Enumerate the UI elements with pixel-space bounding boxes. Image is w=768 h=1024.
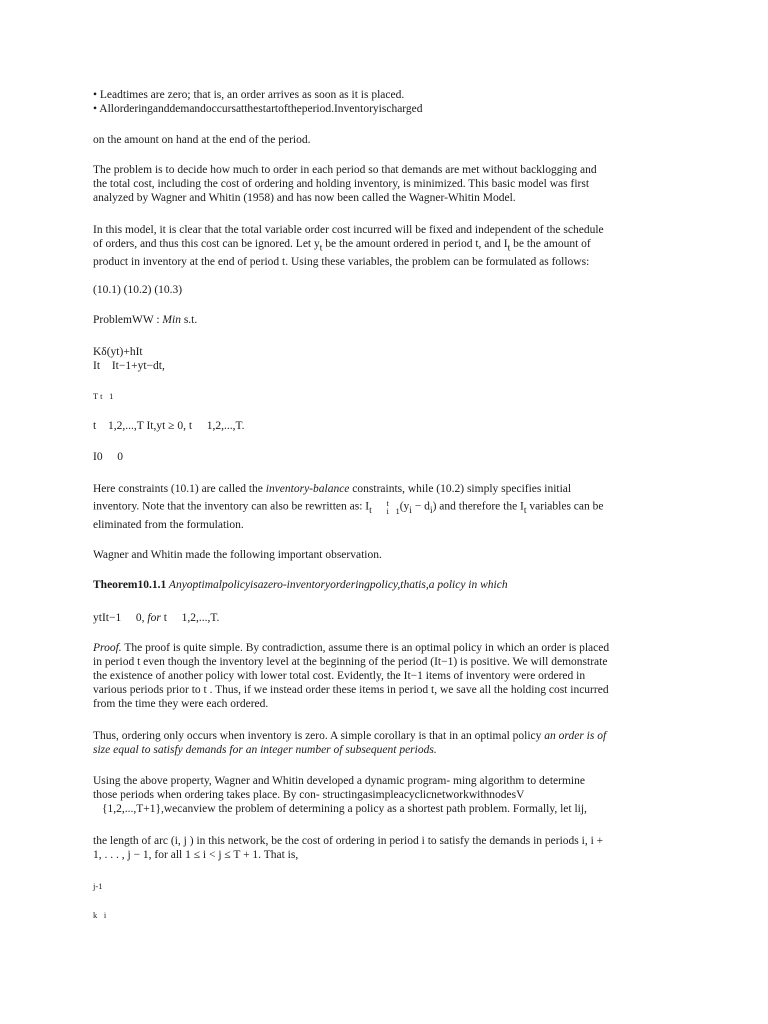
formula-objective: Kδ(yt)+hIt (93, 346, 143, 358)
sum-upper-limit: j-1 (93, 881, 103, 891)
text-run: − d (411, 500, 430, 513)
text-run: inventory-balance (265, 483, 350, 495)
paragraph-using (93, 774, 678, 816)
paragraph-proof (93, 641, 678, 711)
bullet-leadtimes: • Leadtimes are zero; that is, an order arrives as soon as it is placed. (93, 89, 405, 101)
text-run: constraints, while (10.2) simply specifies initial (349, 483, 572, 495)
subscript: t (369, 505, 372, 516)
text-run: of orders, and thus this cost can be ignored. Let y (93, 238, 320, 250)
problem-ww-label (93, 313, 678, 327)
text-run: variables can be (526, 500, 604, 513)
paragraph-line: product in inventory at the end of period t. Using these variables, the problem can be formulated as follows: (93, 256, 590, 269)
paragraph-line: size equal to satisfy demands for an integer number of subsequent periods. (93, 744, 437, 756)
paragraph-line (93, 729, 678, 743)
text-run: ProblemWW : (93, 314, 163, 326)
paragraph-amount: on the amount on hand at the end of the period. (93, 134, 311, 146)
paragraph-line: the existence of another policy with lower total cost. Evidently, the It−1 items of inventory were ordered in (93, 670, 586, 682)
text-run: an order is of (544, 730, 607, 742)
text-run: for (144, 612, 161, 624)
paragraph-line (93, 482, 678, 496)
formula-initial: I0   0 (93, 451, 124, 463)
assumption-bullets (93, 88, 678, 116)
paragraph-line (93, 237, 678, 255)
paragraph-line (93, 499, 678, 518)
formula-balance: It  It−1+yt−dt, (93, 360, 165, 372)
text-run: t   1,2,...,T. (160, 612, 220, 624)
paragraph-line: 1, . . . , j − 1, for all 1 ≤ i < j ≤ T + 1. That is, (93, 849, 299, 861)
paragraph-line: from the time they were each ordered. (93, 698, 269, 710)
paragraph-line: The problem is to decide how much to order in each period so that demands are met without backlogging and (93, 164, 597, 176)
paragraph-line: analyzed by Wagner and Whitin (1958) and has now been called the Wagner-Whitin Model. (93, 192, 516, 204)
paragraph-model (93, 223, 678, 269)
paragraph-observation: Wagner and Whitin made the following important observation. (93, 549, 382, 561)
bullet-ordering: • Allorderinganddemandoccursatthestartoftheperiod.Inventoryischarged (93, 103, 423, 115)
paragraph-problem (93, 163, 678, 205)
equation-numbers: (10.1) (10.2) (10.3) (93, 284, 183, 296)
subscript: t (319, 243, 323, 254)
text-run: ytIt−1   0, (93, 612, 145, 624)
paragraph-line: the total cost, including the cost of ordering and holding inventory, is minimized. This basic model was first (93, 178, 590, 190)
paragraph-line:  {1,2,...,T+1},wecanview the problem of determining a policy as a shortest path problem. Formally, let lij, (93, 803, 587, 815)
text-run: s.t. (180, 314, 198, 326)
text-run: ) and therefore the I (432, 500, 524, 513)
sum-limits (386, 499, 399, 515)
subscript: t (507, 243, 511, 254)
paragraph-line: eliminated from the formulation. (93, 518, 244, 531)
subscript: i (429, 505, 433, 516)
theorem-formula (93, 611, 678, 625)
text-run: Anyoptimalpolicyisazero-inventoryorderingpolicy,thatis,a policy in which (166, 579, 508, 591)
paragraph-line: In this model, it is clear that the total variable order cost incurred will be fixed and independent of the schedule (93, 224, 604, 236)
paragraph-constraints (93, 482, 678, 532)
theorem-label: Theorem10.1.1 (93, 579, 167, 591)
paragraph-line (93, 641, 678, 655)
paragraph-line: those periods when ordering takes place. By con- structingasimpleacyclicnetworkwithnodesV (93, 789, 525, 801)
subscript: t (523, 505, 527, 516)
text-run: be the amount of (510, 238, 591, 250)
paragraph-line: in period t even though the inventory level at the beginning of the period (It−1) is positive. We will demonstrate (93, 656, 608, 668)
superscript: t (386, 498, 389, 508)
sum-lower-limit: k i (93, 910, 107, 920)
text-run: Min (162, 314, 181, 326)
text-run: inventory. Note that the inventory can also be rewritten as: I (93, 500, 370, 513)
paragraph-line: the length of arc (i, j ) in this network, be the cost of ordering in period i to satisfy the demands in periods i, i + (93, 835, 604, 847)
text-run: (y (399, 500, 410, 513)
subscript: i (409, 505, 412, 516)
subscript: i 1 (386, 506, 400, 516)
formula-range: t  1,2,...,T It,yt ≥ 0, t   1,2,...,T. (93, 420, 245, 432)
theorem-statement (93, 578, 678, 592)
paragraph-length (93, 834, 678, 862)
proof-label: Proof. (93, 642, 122, 654)
text-run:   (371, 500, 387, 513)
paragraph-line: various periods prior to t . Thus, if we instead order these items in period t, we save all the holding cost incurred (93, 684, 609, 696)
text-run: be the amount ordered in period t, and I (322, 238, 508, 250)
paragraph-line: Using the above property, Wagner and Whitin developed a dynamic program- ming algorithm to determine (93, 775, 585, 787)
text-run: Here constraints (10.1) are called the (93, 483, 266, 495)
paragraph-thus (93, 729, 678, 757)
text-run: Thus, ordering only occurs when inventory is zero. A simple corollary is that in an optimal policy (93, 730, 545, 742)
formula-sum-index: T t 1 (93, 391, 114, 401)
text-run: The proof is quite simple. By contradiction, assume there is an optimal policy in which an order is placed (121, 642, 610, 654)
